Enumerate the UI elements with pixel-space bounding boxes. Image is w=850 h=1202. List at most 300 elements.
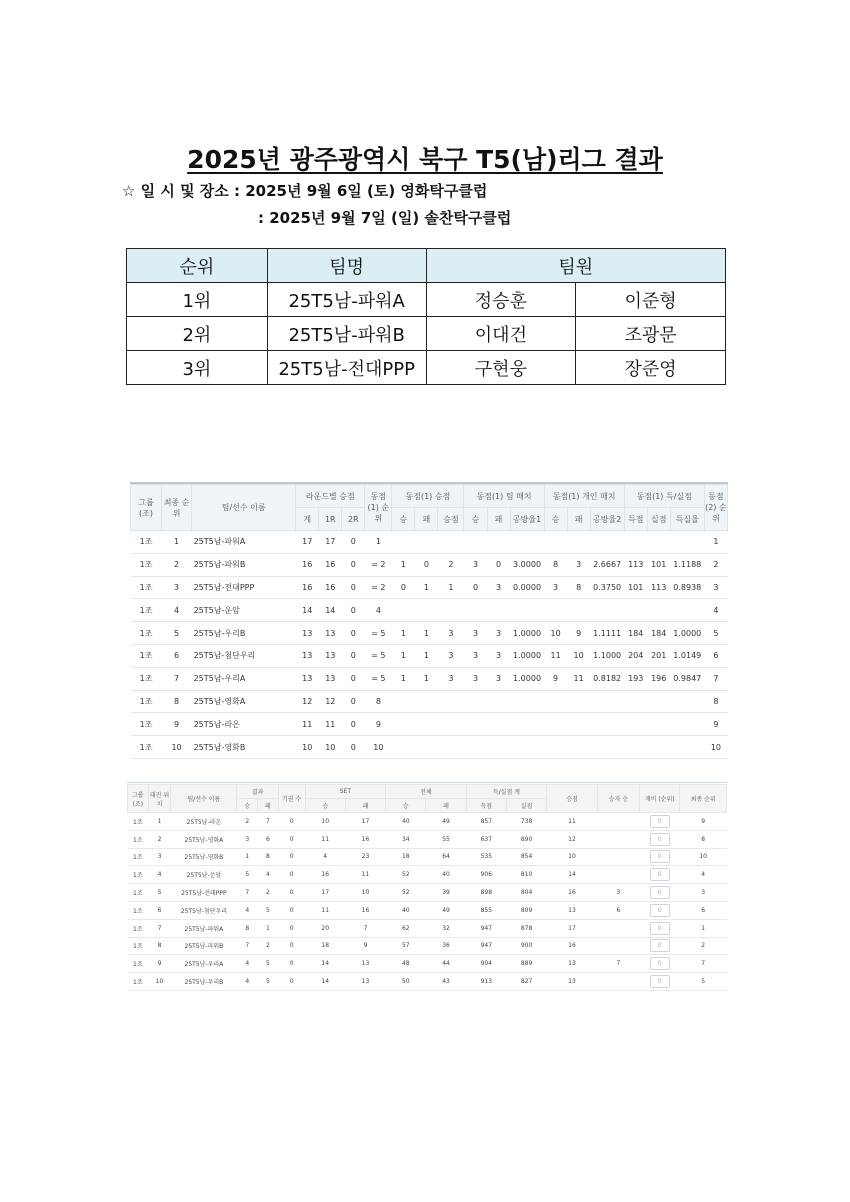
table-cell <box>624 736 647 759</box>
manual-rank-input[interactable]: 0 <box>650 850 670 863</box>
team-name-cell: 25T5남-파워A <box>192 531 296 554</box>
team-name-cell: 25T5남-우리B <box>171 973 237 991</box>
header-head-to-head: 승자 승 <box>597 785 639 813</box>
table-cell <box>438 713 464 736</box>
table-cell: 1 <box>415 622 438 645</box>
header-group: 그룹 (조) <box>128 785 149 813</box>
team-name-cell: 25T5남-전대PPP <box>171 884 237 902</box>
table-cell <box>647 736 670 759</box>
table-cell: 62 <box>386 919 426 937</box>
subheader: 승 <box>386 799 426 813</box>
manual-rank-cell <box>640 866 680 884</box>
table-cell: 16 <box>547 884 598 902</box>
table-cell: 0.8182 <box>590 667 624 690</box>
table-cell <box>392 736 415 759</box>
table-cell <box>624 599 647 622</box>
ranking-header-row <box>127 249 726 283</box>
table-cell <box>464 713 487 736</box>
table-cell: 3 <box>680 884 727 902</box>
schedule-line-1: ☆ 일 시 및 장소 : 2025년 9월 6일 (토) 영화탁구클럽 <box>122 182 488 200</box>
ranking-row <box>127 317 726 351</box>
table-cell: 0 <box>342 690 365 713</box>
table-cell <box>464 690 487 713</box>
subheader: 실점 <box>506 799 546 813</box>
table-cell: 2 <box>237 813 258 831</box>
member-cell: 조광문 <box>576 317 726 351</box>
manual-rank-cell <box>640 919 680 937</box>
header-result: 결과 <box>237 785 278 799</box>
table-cell: 0 <box>342 644 365 667</box>
table-cell <box>597 937 639 955</box>
table-cell: 52 <box>386 884 426 902</box>
table-cell: 0 <box>342 622 365 645</box>
manual-rank-input[interactable]: 0 <box>650 815 670 828</box>
table-cell: 13 <box>547 955 598 973</box>
subheader: 공방율1 <box>510 508 544 531</box>
team-name-cell: 25T5남-영화B <box>171 848 237 866</box>
table-cell: 0 <box>342 531 365 554</box>
table-cell: 10 <box>319 736 342 759</box>
team-name-cell: 25T5남-우리A <box>171 955 237 973</box>
table-cell: 14 <box>296 599 319 622</box>
document-title: 2025년 광주광역시 북구 T5(남)리그 결과 <box>187 145 663 174</box>
subheader: 승 <box>544 508 567 531</box>
table-cell: 10 <box>704 736 727 759</box>
table-cell: 1조 <box>128 937 149 955</box>
table-cell: 13 <box>319 622 342 645</box>
header-name: 팀/선수 이름 <box>171 785 237 813</box>
table-cell: 857 <box>466 813 506 831</box>
table-cell: 10 <box>544 622 567 645</box>
standings-header-row <box>131 485 728 508</box>
table-cell: 11 <box>567 667 590 690</box>
summary-body <box>128 813 727 991</box>
table-cell: 6 <box>597 901 639 919</box>
table-cell: 13 <box>296 644 319 667</box>
table-cell <box>647 690 670 713</box>
subheader: 득점 <box>466 799 506 813</box>
table-cell <box>510 531 544 554</box>
table-cell: 8 <box>680 830 727 848</box>
table-cell: 1조 <box>128 848 149 866</box>
header-team: 팀명 <box>267 249 426 283</box>
table-cell: 57 <box>386 937 426 955</box>
manual-rank-input[interactable]: 0 <box>650 886 670 899</box>
subheader: 승 <box>392 508 415 531</box>
table-cell <box>597 830 639 848</box>
table-cell <box>544 736 567 759</box>
table-cell: 9 <box>680 813 727 831</box>
table-cell: 18 <box>386 848 426 866</box>
table-cell: 1.1000 <box>590 644 624 667</box>
table-cell: 8 <box>237 919 258 937</box>
table-cell: 16 <box>296 553 319 576</box>
table-cell: 3 <box>438 622 464 645</box>
table-cell: 5 <box>237 866 258 884</box>
manual-rank-input[interactable]: 0 <box>650 833 670 846</box>
table-cell: 0.8938 <box>670 576 704 599</box>
table-cell: 8 <box>148 937 171 955</box>
table-cell <box>392 713 415 736</box>
table-row <box>131 576 728 599</box>
table-cell: 10 <box>680 848 727 866</box>
table-cell: 913 <box>466 973 506 991</box>
table-cell <box>438 736 464 759</box>
table-cell: 10 <box>162 736 192 759</box>
table-cell <box>415 531 438 554</box>
table-cell: 1조 <box>131 644 162 667</box>
table-cell: 4 <box>258 866 279 884</box>
manual-rank-input[interactable]: 0 <box>650 922 670 935</box>
table-cell: 2 <box>258 884 279 902</box>
table-cell: 40 <box>426 866 466 884</box>
table-cell: 890 <box>506 830 546 848</box>
team-name-cell: 25T5남-운암 <box>192 599 296 622</box>
table-cell: 4 <box>237 901 258 919</box>
table-row <box>131 713 728 736</box>
table-row <box>128 919 727 937</box>
table-cell: 3 <box>464 644 487 667</box>
table-cell: 904 <box>466 955 506 973</box>
table-cell: 13 <box>319 644 342 667</box>
table-cell: 889 <box>506 955 546 973</box>
table-cell: 947 <box>466 937 506 955</box>
table-cell: 11 <box>547 813 598 831</box>
table-cell: 1.0149 <box>670 644 704 667</box>
team-cell: 25T5남-전대PPP <box>267 351 426 385</box>
table-cell: 3 <box>487 622 510 645</box>
table-cell: 2 <box>680 937 727 955</box>
table-cell: 1조 <box>131 736 162 759</box>
table-cell: 0.9847 <box>670 667 704 690</box>
table-cell <box>544 599 567 622</box>
table-cell: 14 <box>319 599 342 622</box>
team-name-cell: 25T5남-라온 <box>192 713 296 736</box>
table-cell: 7 <box>597 955 639 973</box>
table-cell: 1조 <box>131 667 162 690</box>
table-cell: 4 <box>237 973 258 991</box>
header-tie1-points: 동점(1) 승점 <box>392 485 464 508</box>
table-cell: 1조 <box>131 531 162 554</box>
table-cell: 13 <box>345 955 385 973</box>
table-cell: 0 <box>487 553 510 576</box>
table-cell <box>415 713 438 736</box>
table-cell: 0 <box>278 937 305 955</box>
table-cell: 13 <box>547 973 598 991</box>
table-cell: 1조 <box>128 919 149 937</box>
subheader: 승 <box>237 799 258 813</box>
table-cell: 39 <box>426 884 466 902</box>
table-row <box>128 866 727 884</box>
subheader: 득점 <box>624 508 647 531</box>
table-cell: 17 <box>296 531 319 554</box>
table-cell: 738 <box>506 813 546 831</box>
subheader: 패 <box>426 799 466 813</box>
subheader: 2R <box>342 508 365 531</box>
subheader: 1R <box>319 508 342 531</box>
team-name-cell: 25T5남-우리B <box>192 622 296 645</box>
table-cell <box>510 599 544 622</box>
team-name-cell: 25T5남-첨단우리 <box>171 901 237 919</box>
header-members: 팀원 <box>426 249 725 283</box>
table-cell: 1 <box>392 553 415 576</box>
table-cell: 3 <box>162 576 192 599</box>
manual-rank-input[interactable]: 0 <box>650 904 670 917</box>
table-cell: 1 <box>392 667 415 690</box>
table-cell: 8 <box>258 848 279 866</box>
table-cell <box>415 690 438 713</box>
table-cell: 17 <box>319 531 342 554</box>
table-cell: 9 <box>544 667 567 690</box>
header-manual-rank: 재비 (순위) <box>640 785 680 813</box>
table-cell: 48 <box>386 955 426 973</box>
table-cell: 16 <box>319 576 342 599</box>
table-row <box>128 955 727 973</box>
table-cell: 0 <box>464 576 487 599</box>
table-cell: 16 <box>345 830 385 848</box>
table-cell: 810 <box>506 866 546 884</box>
table-cell <box>464 531 487 554</box>
final-ranking-table <box>126 248 726 385</box>
table-cell: 14 <box>305 955 345 973</box>
header-tie1-team-match: 동점(1) 팀 매치 <box>464 485 544 508</box>
table-row <box>131 736 728 759</box>
table-cell: 6 <box>258 830 279 848</box>
table-cell: 637 <box>466 830 506 848</box>
table-cell: 3 <box>438 644 464 667</box>
table-cell: 0 <box>342 667 365 690</box>
table-cell: 1조 <box>131 599 162 622</box>
table-cell <box>392 531 415 554</box>
table-cell: 11 <box>319 713 342 736</box>
table-cell <box>487 736 510 759</box>
table-cell: = 5 <box>365 644 392 667</box>
table-cell: 17 <box>305 884 345 902</box>
rank-cell: 2위 <box>127 317 268 351</box>
table-cell: 0 <box>278 901 305 919</box>
table-cell: 43 <box>426 973 466 991</box>
subheader: 패 <box>258 799 279 813</box>
manual-rank-cell <box>640 901 680 919</box>
table-cell: 1조 <box>128 866 149 884</box>
table-cell: 0 <box>278 866 305 884</box>
table-cell: 0 <box>278 884 305 902</box>
table-cell: 113 <box>647 576 670 599</box>
table-cell: 5 <box>258 973 279 991</box>
table-cell: 34 <box>386 830 426 848</box>
table-cell <box>624 713 647 736</box>
table-cell <box>464 599 487 622</box>
table-cell: 2 <box>258 937 279 955</box>
standings-body <box>131 531 728 759</box>
header-group: 그룹 (조) <box>131 485 162 531</box>
table-cell: 17 <box>345 813 385 831</box>
table-cell: 1 <box>258 919 279 937</box>
member-cell: 구현웅 <box>426 351 576 385</box>
table-cell: 7 <box>258 813 279 831</box>
table-cell: 196 <box>647 667 670 690</box>
table-cell: 1 <box>392 644 415 667</box>
table-cell <box>415 599 438 622</box>
team-name-cell: 25T5남-영화B <box>192 736 296 759</box>
table-cell <box>544 690 567 713</box>
team-cell: 25T5남-파워B <box>267 317 426 351</box>
table-cell: 4 <box>237 955 258 973</box>
manual-rank-input[interactable]: 0 <box>650 868 670 881</box>
team-name-cell: 25T5남-운암 <box>171 866 237 884</box>
table-cell: 5 <box>148 884 171 902</box>
table-cell: 0 <box>342 599 365 622</box>
table-cell <box>567 736 590 759</box>
table-cell <box>597 973 639 991</box>
table-cell: 3 <box>464 622 487 645</box>
table-cell: 1 <box>148 813 171 831</box>
table-row <box>131 644 728 667</box>
table-cell: 9 <box>345 937 385 955</box>
ranking-row <box>127 283 726 317</box>
table-cell: 3.0000 <box>510 553 544 576</box>
table-cell <box>567 713 590 736</box>
table-cell: 1조 <box>131 713 162 736</box>
table-cell: 0 <box>278 830 305 848</box>
table-cell: 4 <box>704 599 727 622</box>
table-row <box>128 901 727 919</box>
table-cell: 1 <box>392 622 415 645</box>
manual-rank-input[interactable]: 0 <box>650 939 670 952</box>
table-cell: 0 <box>342 736 365 759</box>
table-cell: 5 <box>258 901 279 919</box>
header-tie1-rank: 동점 (1) 순위 <box>365 485 392 531</box>
table-cell: 16 <box>345 901 385 919</box>
table-cell: 23 <box>345 848 385 866</box>
table-cell: 3 <box>237 830 258 848</box>
header-final-rank: 최종 순위 <box>680 785 727 813</box>
table-cell <box>487 599 510 622</box>
table-cell: 0.0000 <box>510 576 544 599</box>
table-cell <box>510 690 544 713</box>
table-cell: 40 <box>386 813 426 831</box>
table-cell: 0 <box>278 813 305 831</box>
table-cell <box>487 531 510 554</box>
header-tie2-rank: 동점 (2) 순위 <box>704 485 727 531</box>
table-cell: 5 <box>162 622 192 645</box>
manual-rank-input[interactable]: 0 <box>650 975 670 988</box>
table-cell: 1 <box>415 644 438 667</box>
table-cell <box>567 531 590 554</box>
table-cell: 1조 <box>131 553 162 576</box>
table-cell: 18 <box>305 937 345 955</box>
member-cell: 이대건 <box>426 317 576 351</box>
table-cell: 14 <box>547 866 598 884</box>
table-cell: 7 <box>680 955 727 973</box>
table-cell: 101 <box>624 576 647 599</box>
table-cell <box>464 736 487 759</box>
table-cell <box>670 736 704 759</box>
table-cell: 101 <box>647 553 670 576</box>
table-cell: 14 <box>305 973 345 991</box>
table-cell: 9 <box>162 713 192 736</box>
manual-rank-cell <box>640 813 680 831</box>
table-cell <box>438 531 464 554</box>
table-cell: 1 <box>438 576 464 599</box>
table-cell <box>590 690 624 713</box>
rank-cell: 1위 <box>127 283 268 317</box>
team-name-cell: 25T5남-파워A <box>171 919 237 937</box>
table-cell: 113 <box>624 553 647 576</box>
manual-rank-cell <box>640 830 680 848</box>
table-cell: 8 <box>544 553 567 576</box>
table-cell <box>567 599 590 622</box>
table-cell: 7 <box>704 667 727 690</box>
table-cell: 1 <box>162 531 192 554</box>
table-cell: 7 <box>148 919 171 937</box>
table-cell: 8 <box>567 576 590 599</box>
table-cell: 193 <box>624 667 647 690</box>
header-total: 전체 <box>386 785 467 799</box>
table-cell: 878 <box>506 919 546 937</box>
table-row <box>128 848 727 866</box>
header-name: 팀/선수 이름 <box>192 485 296 531</box>
header-points: 승점 <box>547 785 598 813</box>
table-row <box>131 599 728 622</box>
table-cell <box>415 736 438 759</box>
schedule-line-2: : 2025년 9월 7일 (일) 솔찬탁구클럽 <box>258 209 512 227</box>
table-cell: 184 <box>647 622 670 645</box>
header-draw-position: 대진 위치 <box>148 785 171 813</box>
manual-rank-input[interactable]: 0 <box>650 957 670 970</box>
table-cell <box>544 713 567 736</box>
table-cell: 8 <box>704 690 727 713</box>
team-name-cell: 25T5남-첨단우리 <box>192 644 296 667</box>
table-cell <box>392 690 415 713</box>
table-cell: 1 <box>365 531 392 554</box>
table-cell: = 5 <box>365 622 392 645</box>
table-cell: 10 <box>365 736 392 759</box>
table-cell: 906 <box>466 866 506 884</box>
subheader: 패 <box>345 799 385 813</box>
table-cell: 3 <box>438 667 464 690</box>
table-cell: 16 <box>305 866 345 884</box>
table-cell: 201 <box>647 644 670 667</box>
table-cell: 36 <box>426 937 466 955</box>
table-cell <box>597 813 639 831</box>
table-cell <box>647 599 670 622</box>
table-cell: 9 <box>365 713 392 736</box>
table-cell: 854 <box>506 848 546 866</box>
table-cell: 3 <box>487 667 510 690</box>
table-cell: 8 <box>162 690 192 713</box>
table-cell: 827 <box>506 973 546 991</box>
table-cell: 3 <box>464 667 487 690</box>
subheader: 공방율2 <box>590 508 624 531</box>
table-cell: 13 <box>345 973 385 991</box>
standings-table <box>130 484 728 759</box>
table-cell: 0 <box>278 955 305 973</box>
table-cell <box>597 848 639 866</box>
subheader: 승점 <box>438 508 464 531</box>
table-cell: 5 <box>258 955 279 973</box>
table-cell: 10 <box>345 884 385 902</box>
table-cell: 1조 <box>128 973 149 991</box>
table-cell: 5 <box>704 622 727 645</box>
manual-rank-cell <box>640 937 680 955</box>
table-cell: 3 <box>148 848 171 866</box>
member-cell: 이준형 <box>576 283 726 317</box>
table-cell: 1 <box>680 919 727 937</box>
table-cell: 49 <box>426 813 466 831</box>
table-cell: 2.6667 <box>590 553 624 576</box>
table-cell: 12 <box>296 690 319 713</box>
